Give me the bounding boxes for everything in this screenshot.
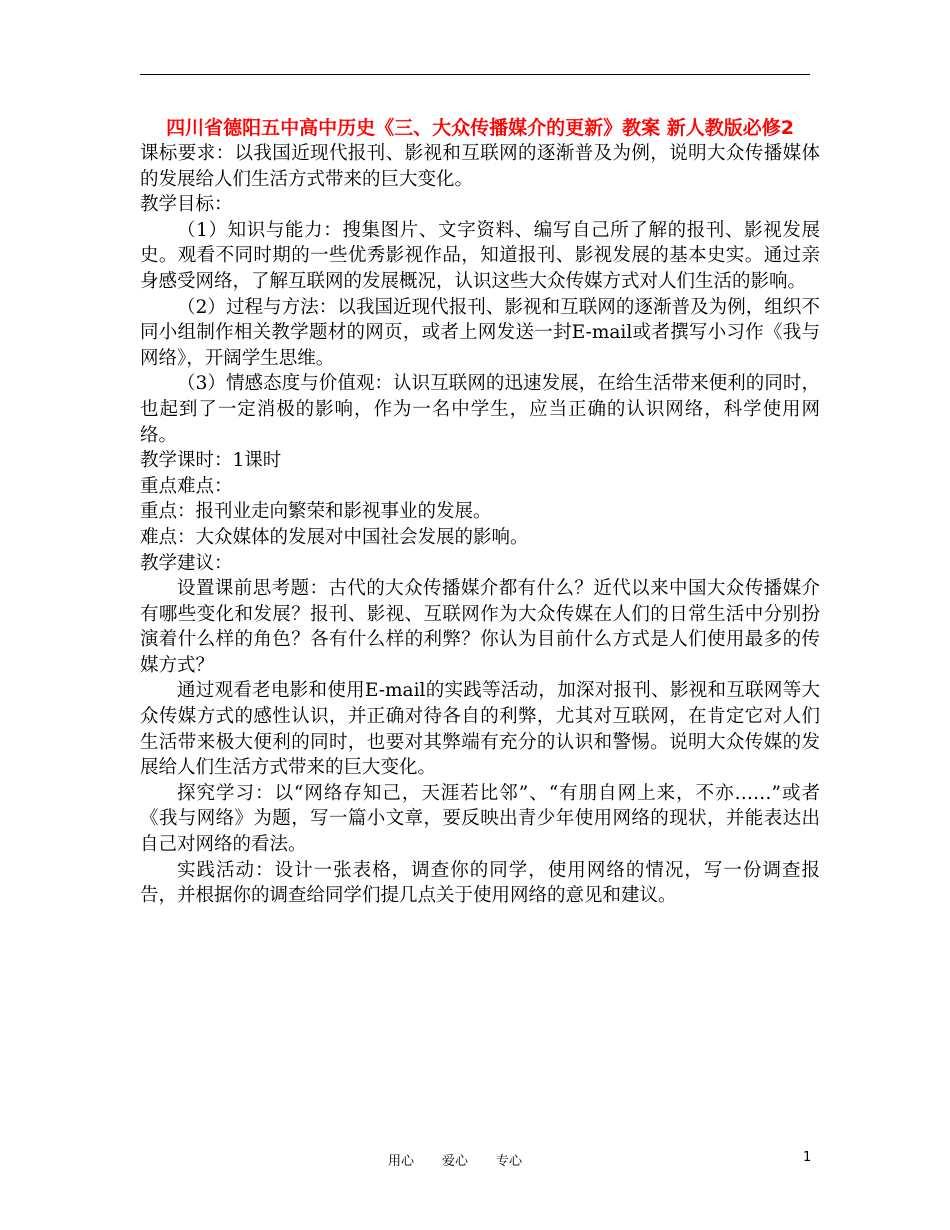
paragraph: 教学建议： bbox=[140, 552, 233, 574]
paragraph: 课标要求：以我国近现代报刊、影视和互联网的逐渐普及为例，说明大众传播媒体的发展给人们生活方式带来的巨大变化。 bbox=[140, 143, 820, 190]
paragraph: 实践活动：设计一张表格，调查你的同学，使用网络的情况，写一份调查报告，并根据你的调查给同学们提几点关于使用网络的意见和建议。 bbox=[140, 859, 820, 907]
page-footer bbox=[0, 1150, 950, 1170]
document-title: 四川省德阳五中高中历史《三、大众传播媒介的更新》教案 新人教版必修2 bbox=[166, 117, 794, 139]
page-number: 1 bbox=[803, 1150, 812, 1165]
paragraph-list bbox=[140, 141, 820, 909]
paragraph: 探究学习：以“网络存知己，天涯若比邻”、“有朋自网上来，不亦……”或者《我与网络》为题，写一篇小文章，要反映出青少年使用网络的现状，并能表达出自己对网络的看法。 bbox=[140, 782, 820, 856]
paragraph: （2）过程与方法：以我国近现代报刊、影视和互联网的逐渐普及为例，组织不同小组制作相关教学题材的网页，或者上网发送一封E-mail或者撰写小习作《我与网络》，开阔学生思维。 bbox=[140, 296, 820, 369]
header-rule bbox=[140, 74, 810, 75]
paragraph: （1）知识与能力：搜集图片、文字资料、编写自己所了解的报刊、影视发展史。观看不同时期的一些优秀影视作品，知道报刊、影视发展的基本史实。通过亲身感受网络，了解互联网的发展概况，认识这些大众传媒方式对人们生活的影响。 bbox=[140, 219, 820, 292]
paragraph: 重点：报刊业走向繁荣和影视事业的发展。 bbox=[140, 501, 492, 523]
paragraph: （3）情感态度与价值观：认识互联网的迅速发展，在给生活带来便利的同时，也起到了一定消极的影响，作为一名中学生，应当正确的认识网络，科学使用网络。 bbox=[140, 373, 820, 446]
paragraph: 通过观看老电影和使用E-mail的实践等活动，加深对报刊、影视和互联网等大众传媒方式的感性认识，并正确对待各自的利弊，尤其对互联网，在肯定它对人们生活带来极大便利的同时，也要对其弊端有充分的认识和警惕。说明大众传媒的发展给人们生活方式带来的巨大变化。 bbox=[140, 680, 820, 779]
paragraph: 教学目标： bbox=[140, 194, 233, 216]
footer-item: 爱心 bbox=[442, 1154, 469, 1169]
footer-item: 专心 bbox=[496, 1154, 523, 1169]
paragraph: 教学课时：1课时 bbox=[140, 450, 282, 472]
footer-item: 用心 bbox=[388, 1154, 415, 1169]
paragraph: 难点：大众媒体的发展对中国社会发展的影响。 bbox=[140, 526, 529, 548]
footer-motto bbox=[388, 1150, 550, 1169]
document-body bbox=[140, 115, 820, 909]
paragraph: 设置课前思考题：古代的大众传播媒介都有什么？近代以来中国大众传播媒介有哪些变化和发展？报刊、影视、互联网作为大众传媒在人们的日常生活中分别扮演着什么样的角色？各有什么样的利弊？你认为目前什么方式是人们使用最多的传媒方式？ bbox=[140, 578, 820, 676]
paragraph: 重点难点： bbox=[140, 475, 233, 497]
